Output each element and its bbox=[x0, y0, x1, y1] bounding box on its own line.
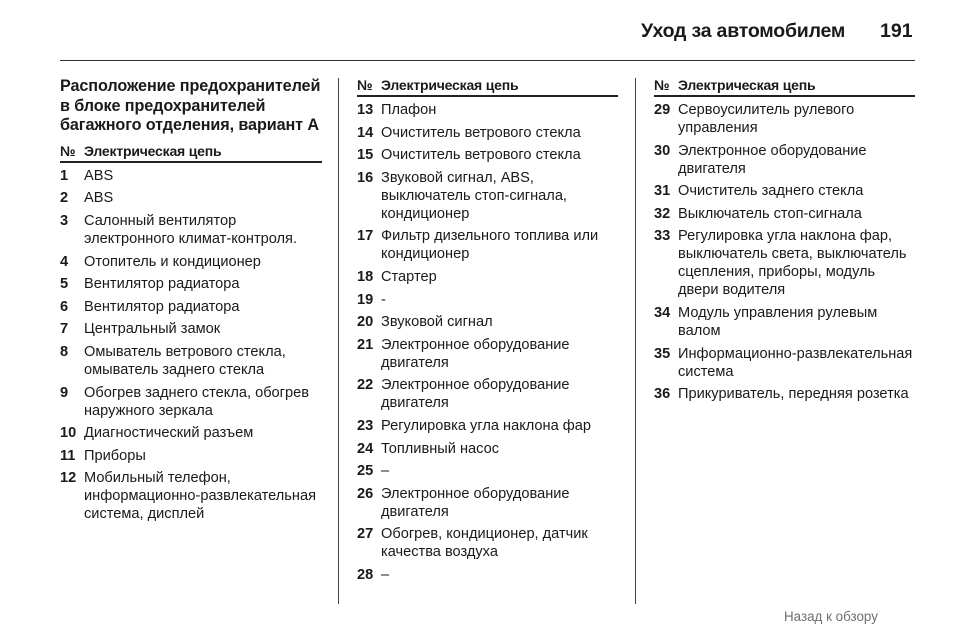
fuse-row bbox=[654, 205, 915, 223]
fuse-row bbox=[60, 212, 322, 248]
fuse-circuit: Фильтр дизельного топлива или кондиционер bbox=[381, 228, 599, 263]
fuse-column-1 bbox=[60, 77, 322, 528]
fuse-number: 24 bbox=[357, 440, 374, 457]
fuse-row bbox=[60, 320, 322, 338]
fuse-row bbox=[357, 462, 618, 480]
fuse-circuit: Вентилятор радиатора bbox=[84, 298, 240, 315]
fuse-number: 18 bbox=[357, 268, 374, 285]
fuse-circuit: Электронное оборудование двигателя bbox=[381, 336, 570, 371]
fuse-row bbox=[654, 182, 915, 200]
table-header-circuit: Электрическая цепь bbox=[84, 142, 222, 159]
fuse-number: 5 bbox=[60, 276, 69, 293]
fuse-number: 16 bbox=[357, 169, 374, 186]
fuse-circuit: Отопитель и кондиционер bbox=[84, 253, 261, 270]
fuse-circuit: – bbox=[381, 463, 390, 480]
fuse-row bbox=[60, 189, 322, 207]
fuse-number: 6 bbox=[60, 298, 69, 315]
fuse-circuit: Центральный замок bbox=[84, 321, 221, 338]
fuse-row bbox=[60, 343, 322, 379]
fuse-row bbox=[357, 169, 618, 223]
fuse-number: 23 bbox=[357, 417, 374, 434]
header-title: Уход за автомобилем bbox=[641, 20, 846, 42]
fuse-column-3 bbox=[654, 77, 915, 408]
fuse-row bbox=[60, 298, 322, 316]
table-header-no: № bbox=[357, 77, 373, 93]
fuse-circuit: Обогрев, кондиционер, датчик качества воздуха bbox=[381, 526, 588, 561]
fuse-column-2 bbox=[357, 77, 618, 589]
table-header bbox=[654, 77, 915, 97]
fuse-number: 34 bbox=[654, 304, 671, 321]
fuse-row bbox=[60, 253, 322, 271]
fuse-circuit: Вентилятор радиатора bbox=[84, 276, 240, 293]
fuse-number: 27 bbox=[357, 526, 374, 543]
fuse-circuit: Очиститель заднего стекла bbox=[678, 183, 864, 200]
fuse-circuit: Электронное оборудование двигателя bbox=[381, 485, 570, 520]
fuse-row bbox=[654, 304, 915, 340]
fuse-number: 20 bbox=[357, 314, 374, 331]
table-header-no: № bbox=[654, 77, 670, 93]
fuse-number: 22 bbox=[357, 377, 374, 394]
column-divider-2 bbox=[635, 78, 636, 604]
fuse-number: 21 bbox=[357, 336, 374, 353]
fuse-circuit: Модуль управления рулевым валом bbox=[678, 304, 878, 339]
fuse-circuit: Диагностический разъем bbox=[84, 425, 254, 442]
fuse-list bbox=[654, 101, 915, 403]
fuse-number: 31 bbox=[654, 183, 671, 200]
fuse-number: 14 bbox=[357, 124, 374, 141]
fuse-row bbox=[357, 440, 618, 458]
fuse-row bbox=[60, 469, 322, 523]
fuse-number: 8 bbox=[60, 343, 69, 360]
fuse-circuit: - bbox=[381, 291, 386, 308]
fuse-number: 28 bbox=[357, 566, 374, 583]
fuse-number: 32 bbox=[654, 205, 671, 222]
fuse-number: 3 bbox=[60, 212, 69, 229]
fuse-circuit: ABS bbox=[84, 190, 114, 207]
fuse-row bbox=[357, 566, 618, 584]
fuse-circuit: Регулировка угла наклона фар bbox=[381, 417, 592, 434]
fuse-circuit: Сервоусилитель рулевого управления bbox=[678, 102, 855, 136]
fuse-number: 2 bbox=[60, 190, 69, 207]
table-header-no: № bbox=[60, 142, 76, 159]
fuse-row bbox=[357, 336, 618, 372]
fuse-row bbox=[357, 124, 618, 142]
fuse-row bbox=[357, 417, 618, 435]
back-to-overview-link[interactable]: Назад к обзору bbox=[784, 609, 878, 624]
fuse-circuit: Обогрев заднего стекла, обогрев наружного зеркала bbox=[84, 384, 309, 419]
fuse-row bbox=[654, 385, 915, 403]
fuse-row bbox=[654, 142, 915, 178]
fuse-number: 7 bbox=[60, 321, 69, 338]
fuse-number: 36 bbox=[654, 386, 671, 403]
section-title: Расположение предохранителей в блоке предохранителей багажного отделения, вариант А bbox=[60, 77, 321, 135]
fuse-row bbox=[357, 376, 618, 412]
fuse-circuit: Стартер bbox=[381, 268, 437, 285]
fuse-number: 13 bbox=[357, 102, 374, 118]
fuse-circuit: Топливный насос bbox=[381, 440, 500, 457]
fuse-row bbox=[357, 313, 618, 331]
fuse-circuit: ABS bbox=[84, 167, 114, 184]
fuse-circuit: Прикуриватель, передняя розетка bbox=[678, 386, 909, 403]
fuse-row bbox=[357, 227, 618, 263]
fuse-row bbox=[654, 345, 915, 381]
fuse-number: 26 bbox=[357, 485, 374, 502]
fuse-row bbox=[357, 268, 618, 286]
fuse-circuit: Омыватель ветрового стекла, омыватель заднего стекла bbox=[84, 343, 286, 378]
fuse-number: 33 bbox=[654, 228, 671, 245]
fuse-circuit: Регулировка угла наклона фар, выключатель света, выключатель сцепления, приборы, модуль двери водителя bbox=[678, 228, 907, 299]
fuse-row bbox=[60, 424, 322, 442]
fuse-row bbox=[60, 275, 322, 293]
table-header bbox=[60, 143, 322, 163]
fuse-row bbox=[60, 447, 322, 465]
fuse-circuit: Приборы bbox=[84, 447, 146, 464]
fuse-list bbox=[60, 167, 322, 524]
fuse-row bbox=[654, 101, 915, 137]
fuse-number: 25 bbox=[357, 463, 374, 480]
fuse-number: 35 bbox=[654, 345, 671, 362]
fuse-circuit: Мобильный телефон, информационно-развлекательная система, дисплей bbox=[84, 470, 316, 523]
fuse-row bbox=[357, 146, 618, 164]
table-header bbox=[357, 77, 618, 97]
fuse-circuit: Электронное оборудование двигателя bbox=[678, 142, 867, 177]
fuse-number: 19 bbox=[357, 291, 374, 308]
fuse-row bbox=[60, 167, 322, 185]
fuse-row bbox=[357, 291, 618, 309]
fuse-circuit: Плафон bbox=[381, 102, 437, 118]
fuse-circuit: Информационно-развлекательная система bbox=[678, 345, 913, 380]
fuse-circuit: Электронное оборудование двигателя bbox=[381, 377, 570, 412]
fuse-circuit: Звуковой сигнал, ABS, выключатель стоп-сигнала, кондиционер bbox=[381, 169, 567, 222]
page-number: 191 bbox=[880, 20, 913, 42]
column-divider-1 bbox=[338, 78, 339, 604]
fuse-circuit: Очиститель ветрового стекла bbox=[381, 124, 581, 141]
fuse-number: 1 bbox=[60, 167, 69, 184]
fuse-row bbox=[60, 384, 322, 420]
fuse-number: 17 bbox=[357, 228, 374, 245]
fuse-row bbox=[357, 525, 618, 561]
fuse-row bbox=[357, 485, 618, 521]
fuse-circuit: Выключатель стоп-сигнала bbox=[678, 205, 862, 222]
table-header-circuit: Электрическая цепь bbox=[381, 77, 519, 93]
fuse-circuit: – bbox=[381, 566, 390, 583]
fuse-circuit: Звуковой сигнал bbox=[381, 314, 493, 331]
fuse-list bbox=[357, 101, 618, 584]
fuse-circuit: Очиститель ветрового стекла bbox=[381, 147, 581, 164]
fuse-number: 11 bbox=[60, 447, 76, 464]
header-divider bbox=[60, 60, 915, 61]
fuse-row bbox=[357, 101, 618, 119]
fuse-number: 30 bbox=[654, 142, 671, 159]
fuse-row bbox=[654, 227, 915, 299]
fuse-number: 15 bbox=[357, 147, 374, 164]
fuse-number: 9 bbox=[60, 384, 69, 401]
fuse-number: 10 bbox=[60, 425, 77, 442]
fuse-number: 29 bbox=[654, 102, 671, 118]
table-header-circuit: Электрическая цепь bbox=[678, 77, 816, 93]
fuse-number: 4 bbox=[60, 253, 69, 270]
fuse-circuit: Салонный вентилятор электронного климат-контроля. bbox=[84, 212, 298, 247]
fuse-number: 12 bbox=[60, 470, 77, 487]
